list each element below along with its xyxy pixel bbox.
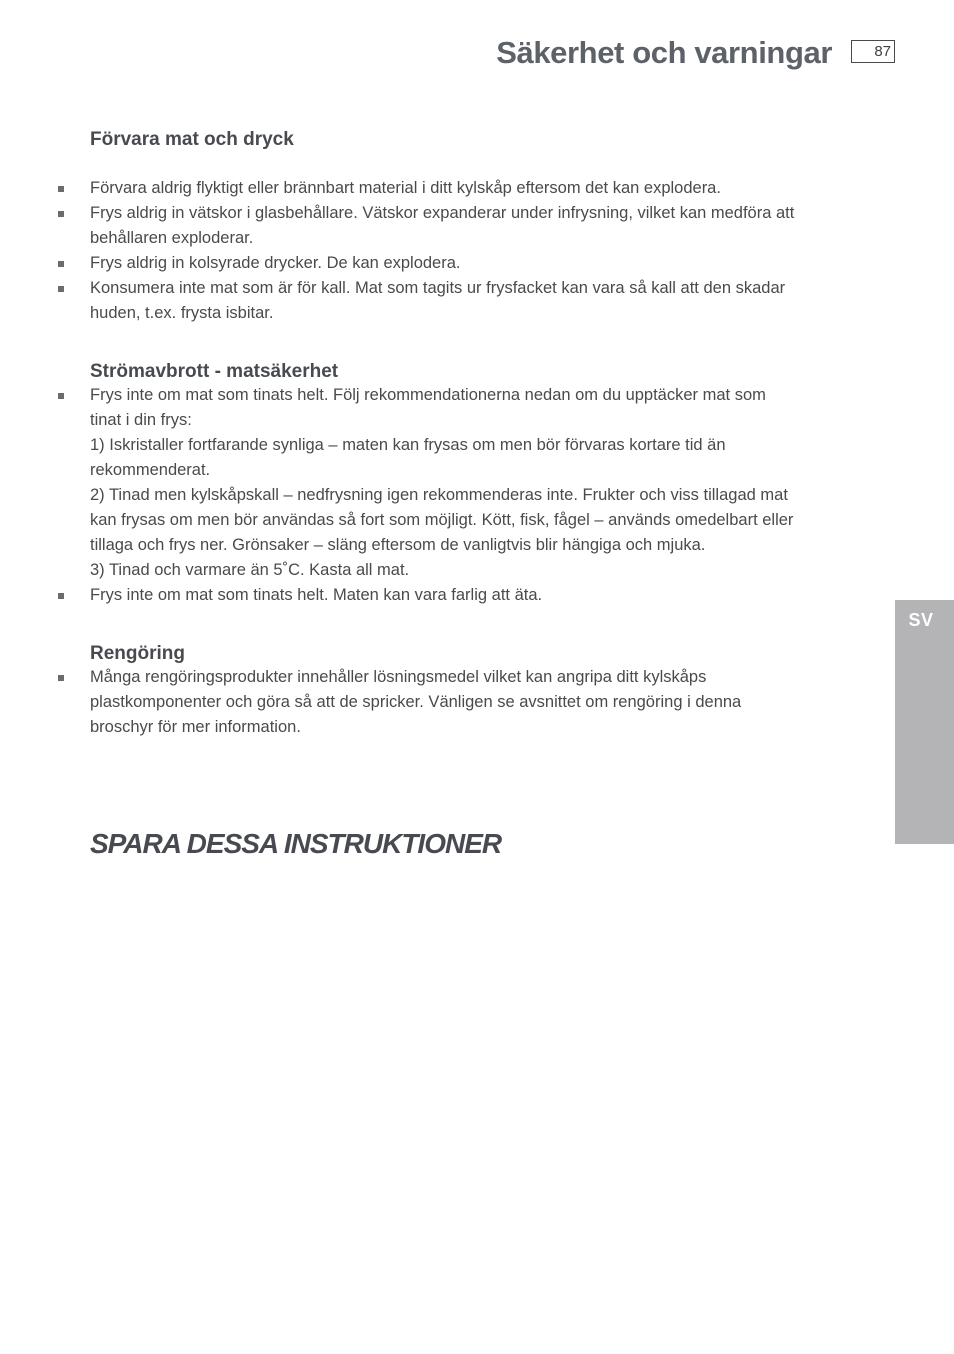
language-tab — [895, 600, 954, 844]
square-bullet-icon — [58, 286, 64, 292]
text-line: huden, t.ex. frysta isbitar. — [90, 304, 274, 322]
text-line: Frys inte om mat som tinats helt. Följ rekommendationerna nedan om du upptäcker mat som — [90, 386, 766, 404]
text-line: rekommenderat. — [90, 461, 211, 479]
closing-notice: SPARA DESSA INSTRUKTIONER — [90, 828, 502, 859]
square-bullet-icon — [58, 393, 64, 399]
bullet-list — [57, 176, 895, 326]
square-bullet-icon — [58, 593, 64, 599]
section-food-storage — [57, 128, 895, 326]
page-number: 87 — [851, 40, 895, 63]
section-heading: Strömavbrott - matsäkerhet — [90, 361, 339, 382]
text-line: 3) Tinad och varmare än 5˚C. Kasta all mat. — [90, 561, 410, 579]
list-item — [57, 383, 895, 583]
text-line: Många rengöringsprodukter innehåller lösningsmedel vilket kan angripa ditt kylskåps — [90, 668, 707, 686]
square-bullet-icon — [58, 675, 64, 681]
text-line: Frys aldrig in vätskor i glasbehållare. Vätskor expanderar under infrysning, vilket kan medföra att — [90, 204, 795, 222]
list-item — [57, 276, 895, 326]
text-line: 2) Tinad men kylskåpskall – nedfrysning igen rekommenderas inte. Frukter och viss tillagad mat — [90, 486, 788, 504]
text-line: behållaren exploderar. — [90, 229, 254, 247]
section-cleaning — [57, 642, 895, 740]
list-item — [57, 665, 895, 740]
text-line: 1) Iskristaller fortfarande synliga – maten kan frysas om men bör förvaras kortare tid än — [90, 436, 726, 454]
square-bullet-icon — [58, 211, 64, 217]
section-heading: Förvara mat och dryck — [90, 129, 294, 150]
text-line: Frys aldrig in kolsyrade drycker. De kan explodera. — [90, 254, 461, 272]
text-line: kan frysas om men bör användas så fort som möjligt. Kött, fisk, fågel – används omedelbart eller — [90, 511, 794, 529]
page-title: Säkerhet och varningar — [496, 35, 832, 70]
text-line: Förvara aldrig flyktigt eller brännbart material i ditt kylskåp eftersom det kan explodera. — [90, 179, 721, 197]
text-line: Frys inte om mat som tinats helt. Maten kan vara farlig att äta. — [90, 586, 543, 604]
list-item — [57, 583, 895, 608]
list-item — [57, 251, 895, 276]
section-power-outage — [57, 360, 895, 608]
square-bullet-icon — [58, 186, 64, 192]
square-bullet-icon — [58, 261, 64, 267]
bullet-list — [57, 383, 895, 608]
section-heading: Rengöring — [90, 643, 185, 664]
text-line: plastkomponenter och göra så att de spricker. Vänligen se avsnittet om rengöring i denna — [90, 693, 742, 711]
text-line: broschyr för mer information. — [90, 718, 301, 736]
text-line: tinat i din frys: — [90, 411, 192, 429]
language-tab-label: SV — [908, 610, 934, 630]
list-item — [57, 201, 895, 251]
text-line: tillaga och frys ner. Grönsaker – släng eftersom de vanligtvis blir hängiga och mjuka. — [90, 536, 706, 554]
list-item — [57, 176, 895, 201]
bullet-list — [57, 665, 895, 740]
text-line: Konsumera inte mat som är för kall. Mat som tagits ur frysfacket kan vara så kall att den skadar — [90, 279, 786, 297]
